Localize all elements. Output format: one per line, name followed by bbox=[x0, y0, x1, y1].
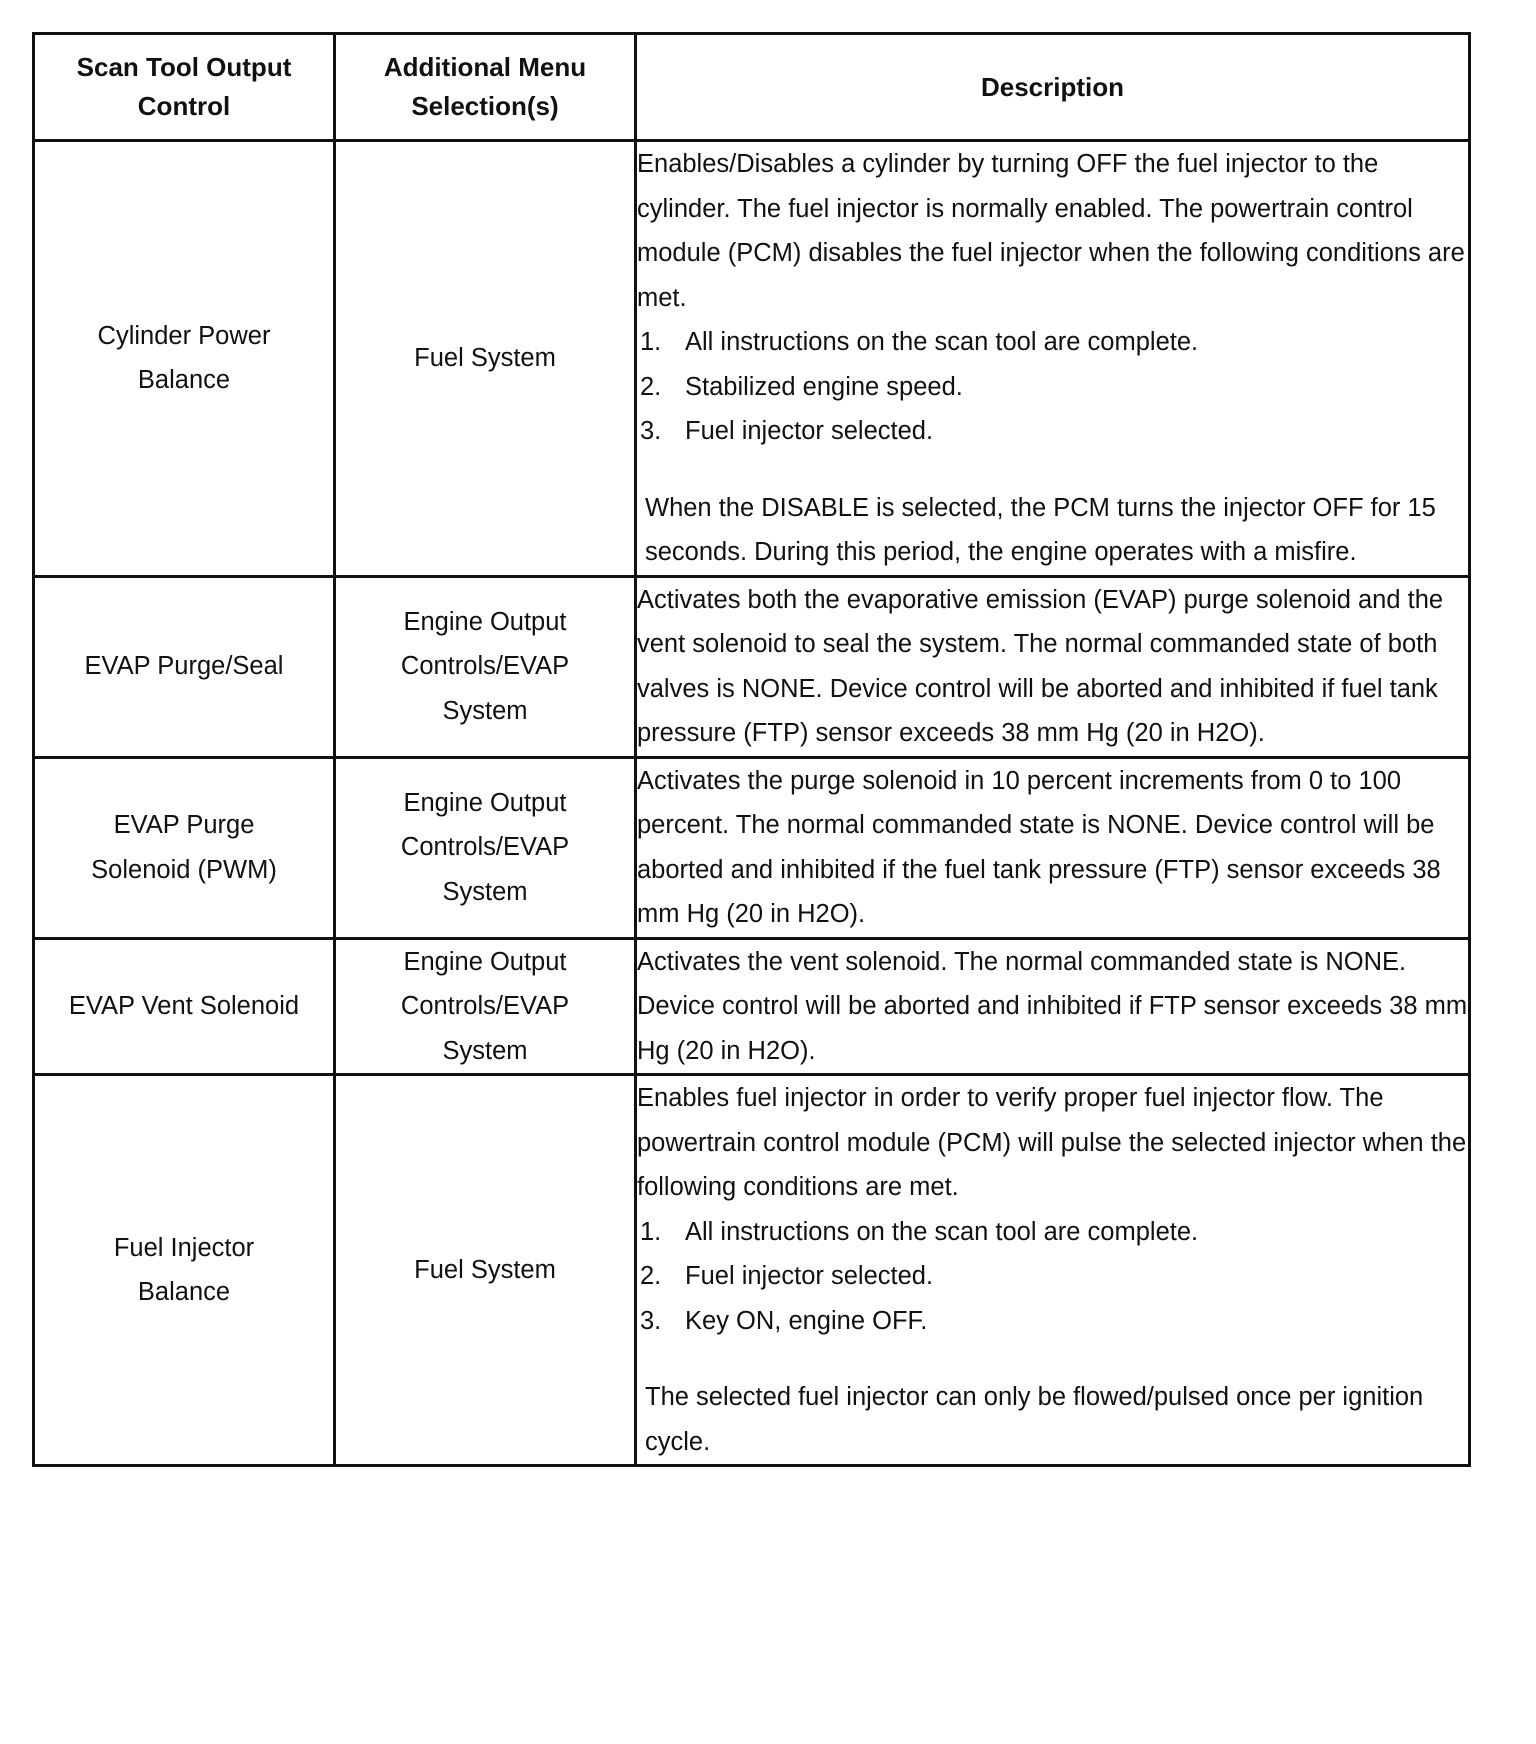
description-cell bbox=[636, 1075, 1470, 1466]
output-control-name: EVAP Purge Solenoid (PWM) bbox=[91, 811, 277, 884]
menu-selection-text: Engine Output Controls/EVAP System bbox=[400, 607, 570, 725]
menu-selection-text: Fuel System bbox=[414, 1255, 556, 1284]
table-row bbox=[34, 1075, 1470, 1466]
table-row bbox=[34, 576, 1470, 757]
menu-selection-cell bbox=[335, 141, 636, 577]
condition-list bbox=[637, 320, 1468, 454]
output-control-name: EVAP Vent Solenoid bbox=[68, 992, 300, 1020]
condition-text: All instructions on the scan tool are complete. bbox=[685, 328, 1199, 356]
description-note: The selected fuel injector can only be flowed/pulsed once per ignition cycle. bbox=[645, 1383, 1424, 1456]
header-description bbox=[636, 34, 1470, 141]
table-row bbox=[34, 938, 1470, 1075]
description-cell bbox=[636, 757, 1470, 938]
description-text: Enables fuel injector in order to verify proper fuel injector flow. The powertrain control module (PCM) will pulse the selected injector when the following conditions are met. bbox=[637, 1084, 1467, 1201]
description-cell bbox=[636, 576, 1470, 757]
condition-number: 1. bbox=[640, 328, 662, 356]
output-control-cell bbox=[34, 1075, 335, 1466]
condition-item bbox=[637, 1254, 1468, 1299]
scan-tool-output-controls-table bbox=[32, 32, 1471, 1467]
condition-item bbox=[637, 365, 1468, 410]
output-control-cell bbox=[34, 938, 335, 1075]
output-control-cell bbox=[34, 576, 335, 757]
menu-selection-cell bbox=[335, 938, 636, 1075]
menu-selection-cell bbox=[335, 576, 636, 757]
condition-number: 2. bbox=[640, 372, 662, 401]
output-control-cell bbox=[34, 141, 335, 577]
condition-number: 3. bbox=[640, 1306, 662, 1335]
output-control-cell bbox=[34, 757, 335, 938]
description-text: Activates the purge solenoid in 10 percent increments from 0 to 100 percent. The normal commanded state is NONE. Device control will be aborted and inhibited if the fuel tank pressure (FTP) sensor exceeds 38 mm Hg (20 in H2O). bbox=[637, 766, 1441, 928]
output-control-name: Cylinder Power Balance bbox=[97, 321, 271, 395]
condition-text: All instructions on the scan tool are complete. bbox=[685, 1217, 1199, 1246]
description-text: Enables/Disables a cylinder by turning OFF the fuel injector to the cylinder. The fuel injector is normally enabled. The powertrain control module (PCM) disables the fuel injector when the following conditions are met. bbox=[637, 150, 1465, 312]
table-row bbox=[34, 757, 1470, 938]
condition-number: 1. bbox=[640, 1217, 662, 1246]
condition-item bbox=[637, 409, 1468, 454]
header-menu-selection bbox=[335, 34, 636, 141]
description-cell bbox=[636, 141, 1470, 577]
condition-number: 3. bbox=[640, 417, 662, 445]
output-control-name: EVAP Purge/Seal bbox=[84, 652, 284, 681]
condition-text: Fuel injector selected. bbox=[685, 1262, 934, 1290]
condition-text: Stabilized engine speed. bbox=[685, 372, 963, 401]
condition-item bbox=[637, 1210, 1468, 1255]
menu-selection-text: Engine Output Controls/EVAP System bbox=[400, 788, 570, 906]
description-cell bbox=[636, 938, 1470, 1075]
description-text: Activates both the evaporative emission (EVAP) purge solenoid and the vent solenoid to seal the system. The normal commanded state of both valves is NONE. Device control will be aborted and inhibited if fuel tank pressure (FTP) sensor exceeds 38 mm Hg (20 in H2O). bbox=[637, 585, 1444, 747]
description-text: Activates the vent solenoid. The normal commanded state is NONE. Device control will be aborted and inhibited if FTP sensor exceeds 38 mm Hg (20 in H2O). bbox=[637, 947, 1468, 1065]
condition-text: Key ON, engine OFF. bbox=[685, 1306, 928, 1335]
condition-item bbox=[637, 320, 1468, 365]
menu-selection-cell bbox=[335, 1075, 636, 1466]
condition-list bbox=[637, 1210, 1468, 1344]
menu-selection-cell bbox=[335, 757, 636, 938]
header-output-control-label: Scan Tool Output Control bbox=[76, 52, 292, 121]
output-control-name: Fuel Injector Balance bbox=[113, 1233, 255, 1306]
header-menu-selection-label: Additional Menu Selection(s) bbox=[383, 52, 587, 121]
condition-item bbox=[637, 1299, 1468, 1344]
menu-selection-text: Engine Output Controls/EVAP System bbox=[400, 947, 570, 1065]
condition-number: 2. bbox=[640, 1262, 662, 1290]
header-output-control bbox=[34, 34, 335, 141]
condition-text: Fuel injector selected. bbox=[685, 417, 934, 445]
description-note: When the DISABLE is selected, the PCM turns the injector OFF for 15 seconds. During this period, the engine operates with a misfire. bbox=[645, 493, 1436, 566]
table-row bbox=[34, 141, 1470, 577]
menu-selection-text: Fuel System bbox=[414, 344, 556, 372]
header-description-label: Description bbox=[980, 71, 1125, 102]
header-row bbox=[34, 34, 1470, 141]
